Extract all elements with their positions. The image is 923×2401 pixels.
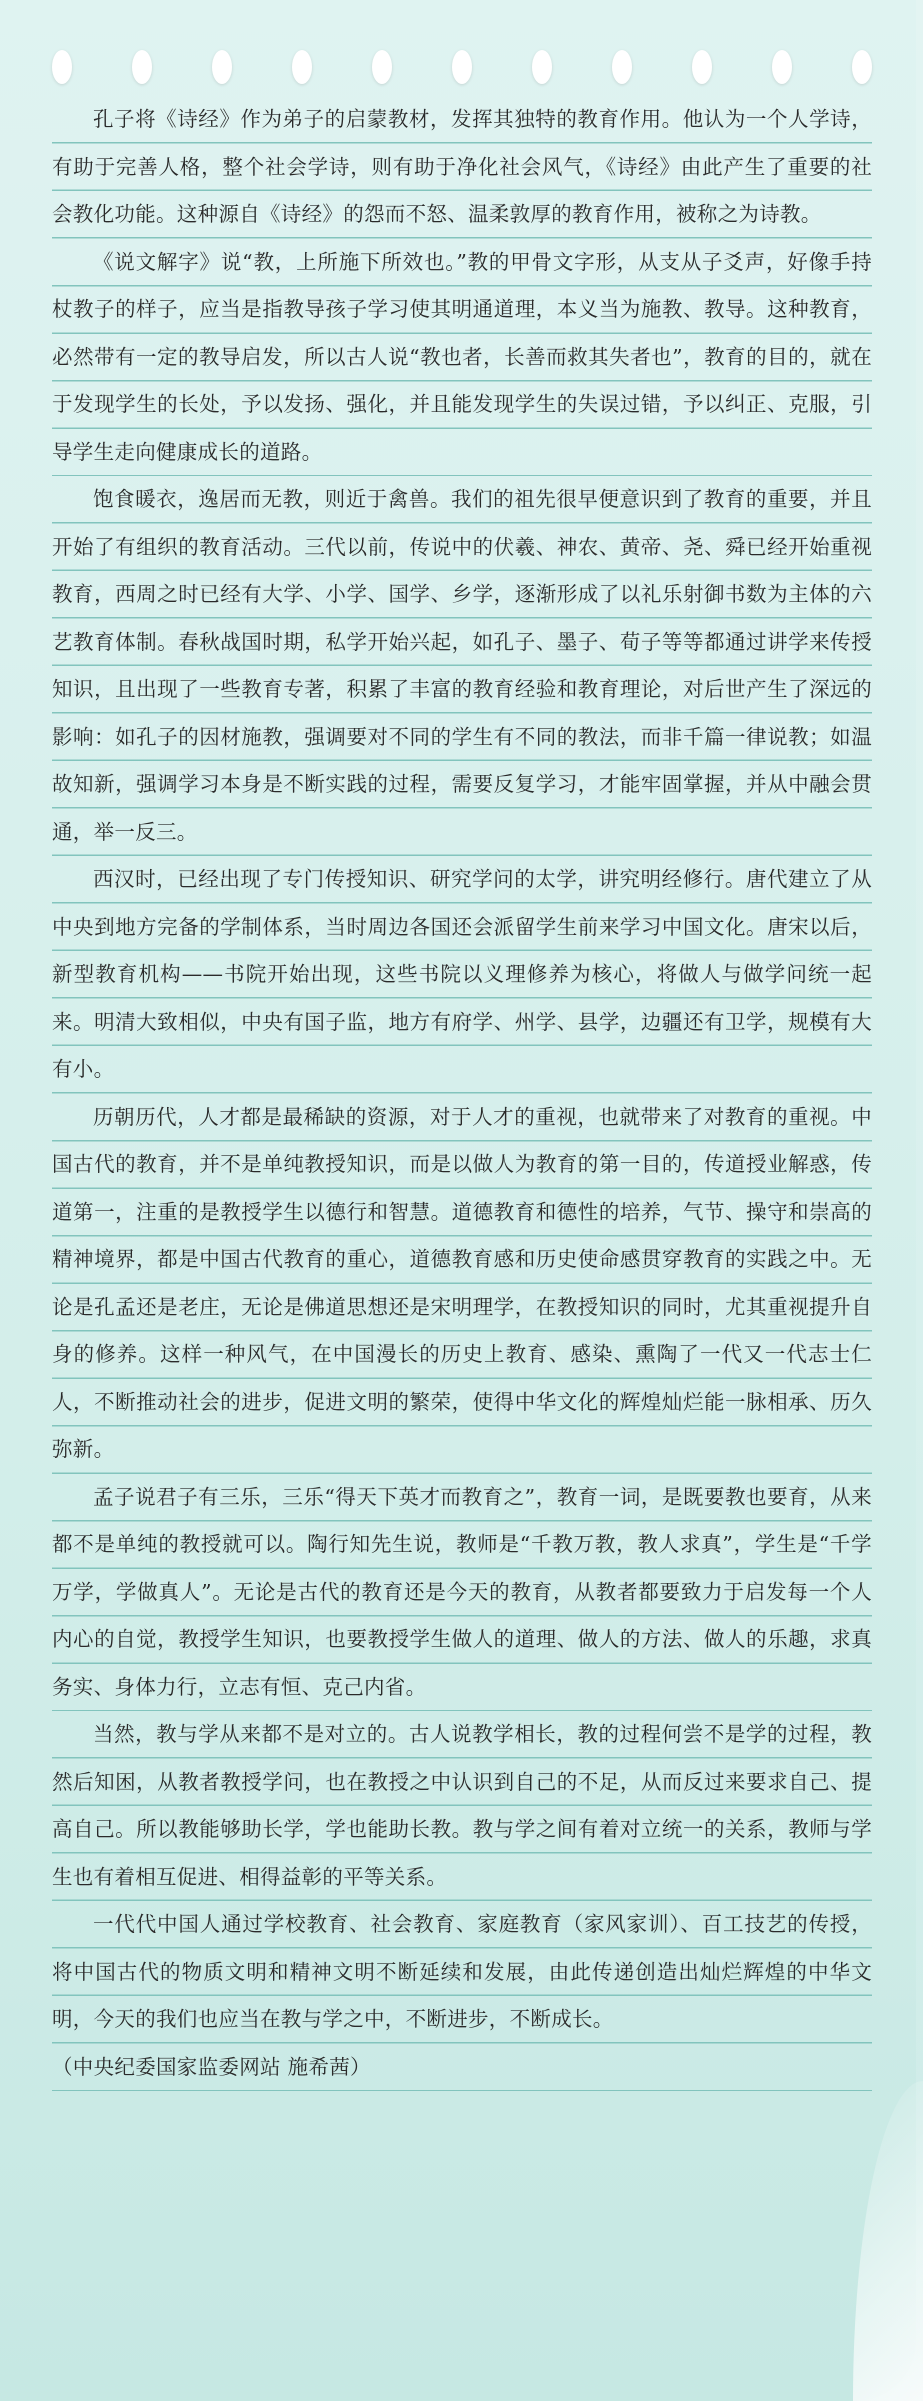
- paragraph: 西汉时，已经出现了专门传授知识、研究学问的太学，讲究明经修行。唐代建立了从中央到地方完备的学制体系，当时周边各国还会派留学生前来学习中国文化。唐宋以后，新型教育机构——书院开始出现，这些书院以义理修养为核心，将做人与做学问统一起来。明清大致相似，中央有国子监，地方有府学、州学、县学，边疆还有卫学，规模有大有小。: [52, 856, 872, 1094]
- paragraph: 历朝历代，人才都是最稀缺的资源，对于人才的重视，也就带来了对教育的重视。中国古代的教育，并不是单纯教授知识，而是以做人为教育的第一目的，传道授业解惑，传道第一，注重的是教授学生以德行和智慧。道德教育和德性的培养，气节、操守和崇高的精神境界，都是中国古代教育的重心，道德教育感和历史使命感贯穿教育的实践之中。无论是孔孟还是老庄，无论是佛道思想还是宋明理学，在教授知识的同时，尤其重视提升自身的修养。这样一种风气，在中国漫长的历史上教育、感染、熏陶了一代又一代志士仁人，不断推动社会的进步，促进文明的繁荣，使得中华文化的辉煌灿烂能一脉相承、历久弥新。: [52, 1094, 872, 1474]
- paragraph: 《说文解字》说“教，上所施下所效也。”教的甲骨文字形，从支从子爻声，好像手持杖教子的样子，应当是指教导孩子学习使其明通道理，本义当为施教、教导。这种教育，必然带有一定的教导启发，所以古人说“教也者，长善而救其失者也”，教育的目的，就在于发现学生的长处，予以发扬、强化，并且能发现学生的失误过错，予以纠正、克服，引导学生走向健康成长的道路。: [52, 239, 872, 477]
- binder-hole: [852, 50, 872, 84]
- article-body: [52, 96, 872, 2091]
- binder-hole: [132, 50, 152, 84]
- article-source: （中央纪委国家监委网站 施希茜）: [52, 2044, 872, 2092]
- paragraph: 一代代中国人通过学校教育、社会教育、家庭教育（家风家训）、百工技艺的传授，将中国古代的物质文明和精神文明不断延续和发展，由此传递创造出灿烂辉煌的中华文明，今天的我们也应当在教与学之中，不断进步，不断成长。: [52, 1901, 872, 2044]
- binder-hole: [692, 50, 712, 84]
- binder-holes: [52, 50, 872, 90]
- binder-hole: [212, 50, 232, 84]
- paragraph: 当然，教与学从来都不是对立的。古人说教学相长，教的过程何尝不是学的过程，教然后知困，从教者教授学问，也在教授之中认识到自己的不足，从而反过来要求自己、提高自己。所以教能够助长学，学也能助长教。教与学之间有着对立统一的关系，教师与学生也有着相互促进、相得益彰的平等关系。: [52, 1711, 872, 1901]
- binder-hole: [532, 50, 552, 84]
- paragraph: 饱食暖衣，逸居而无教，则近于禽兽。我们的祖先很早便意识到了教育的重要，并且开始了有组织的教育活动。三代以前，传说中的伏羲、神农、黄帝、尧、舜已经开始重视教育，西周之时已经有大学、小学、国学、乡学，逐渐形成了以礼乐射御书数为主体的六艺教育体制。春秋战国时期，私学开始兴起，如孔子、墨子、荀子等等都通过讲学来传授知识，且出现了一些教育专著，积累了丰富的教育经验和教育理论，对后世产生了深远的影响：如孔子的因材施教，强调要对不同的学生有不同的教法，而非千篇一律说教；如温故知新，强调学习本身是不断实践的过程，需要反复学习，才能牢固掌握，并从中融会贯通，举一反三。: [52, 476, 872, 856]
- binder-hole: [292, 50, 312, 84]
- binder-hole: [52, 50, 72, 84]
- binder-hole: [452, 50, 472, 84]
- paragraph: 孟子说君子有三乐，三乐“得天下英才而教育之”，教育一词，是既要教也要育，从来都不是单纯的教授就可以。陶行知先生说，教师是“千教万教，教人求真”，学生是“千学万学，学做真人”。无论是古代的教育还是今天的教育，从教者都要致力于启发每一个人内心的自觉，教授学生知识，也要教授学生做人的道理、做人的方法、做人的乐趣，求真务实、身体力行，立志有恒、克己内省。: [52, 1474, 872, 1712]
- paragraph: 孔子将《诗经》作为弟子的启蒙教材，发挥其独特的教育作用。他认为一个人学诗，有助于完善人格，整个社会学诗，则有助于净化社会风气，《诗经》由此产生了重要的社会教化功能。这种源自《诗经》的怨而不怒、温柔敦厚的教育作用，被称之为诗教。: [52, 96, 872, 239]
- binder-hole: [612, 50, 632, 84]
- binder-hole: [772, 50, 792, 84]
- binder-hole: [372, 50, 392, 84]
